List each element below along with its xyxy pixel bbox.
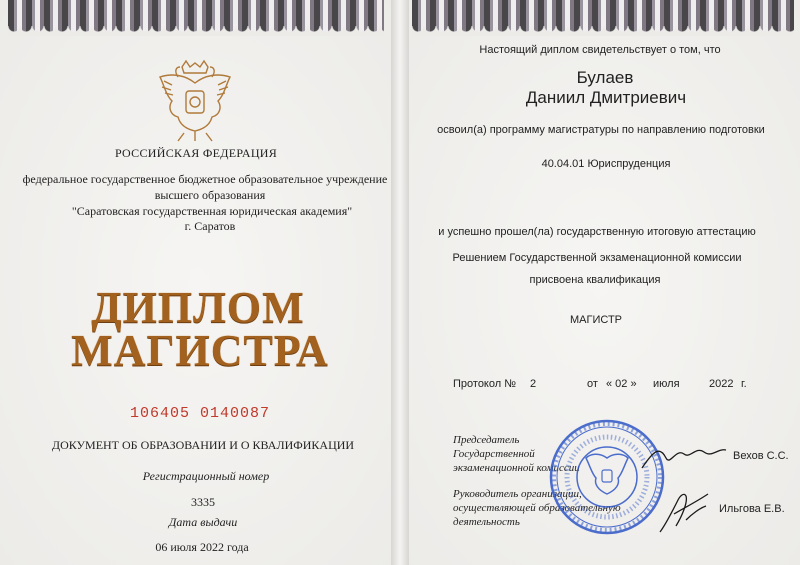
- diploma-title-line-2: МАГИСТРА: [71, 326, 329, 375]
- institution-city: г. Саратов: [184, 219, 236, 233]
- institution-line-2: высшего образования: [154, 188, 266, 202]
- protocol-date-day: « 02 »: [606, 378, 637, 390]
- serial-number: 106405 0140087: [129, 405, 271, 422]
- head-title-line-2: осуществляющей образовательную: [453, 502, 621, 514]
- registration-label: Регистрационный номер: [142, 469, 270, 483]
- country-name: РОССИЙСКАЯ ФЕДЕРАЦИЯ: [114, 146, 278, 160]
- protocol-date-from: от: [587, 378, 598, 390]
- head-signature-icon: [656, 486, 712, 536]
- diploma-title-line-1: ДИПЛОМ: [91, 283, 305, 332]
- protocol-date-year-suffix: г.: [741, 378, 747, 390]
- protocol-date-year: 2022: [709, 378, 734, 390]
- chair-title-line-1: Председатель: [453, 434, 520, 446]
- graduate-name: Даниил Дмитриевич: [525, 88, 687, 107]
- protocol-date-month: июля: [653, 378, 680, 390]
- decision-line-2: присвоена квалификация: [529, 274, 661, 286]
- decorative-band-left: [8, 0, 384, 36]
- decorative-band-right: [412, 0, 794, 36]
- decision-line-1: Решением Государственной экзаменационной комиссии: [452, 252, 742, 264]
- chair-title-line-2: Государственной: [453, 448, 535, 460]
- chair-title-line-3: экзаменационной комиссии: [453, 462, 580, 474]
- graduate-surname: Булаев: [576, 68, 634, 87]
- head-title-line-3: деятельность: [453, 516, 520, 528]
- issue-date-label: Дата выдачи: [168, 515, 238, 529]
- program-text: освоил(а) программу магистратуры по направлению подготовки: [437, 124, 765, 136]
- head-name: Ильгова Е.В.: [719, 503, 785, 515]
- head-title-line-1: Руководитель организации,: [453, 488, 582, 500]
- registration-number: 3335: [191, 495, 215, 509]
- coat-of-arms-icon: [150, 55, 240, 145]
- official-seal-icon: [548, 418, 666, 536]
- protocol-number: 2: [530, 378, 537, 390]
- institution-line-3: "Саратовская государственная юридическая академия": [71, 204, 353, 218]
- program-name: 40.04.01 Юриспруденция: [541, 158, 671, 170]
- qualification: МАГИСТР: [570, 314, 622, 326]
- issue-date: 06 июля 2022 года: [155, 540, 249, 554]
- intro-text: Настоящий диплом свидетельствует о том, что: [479, 44, 721, 56]
- attestation-text: и успешно прошел(ла) государственную итоговую аттестацию: [438, 226, 756, 238]
- document-type: ДОКУМЕНТ ОБ ОБРАЗОВАНИИ И О КВАЛИФИКАЦИИ: [51, 438, 355, 452]
- protocol-label: Протокол №: [453, 378, 517, 390]
- spine: [391, 0, 409, 565]
- chair-signature-icon: [638, 440, 730, 476]
- institution-line-1: федеральное государственное бюджетное образовательное учреждение: [22, 172, 388, 186]
- chair-name: Вехов С.С.: [733, 450, 789, 462]
